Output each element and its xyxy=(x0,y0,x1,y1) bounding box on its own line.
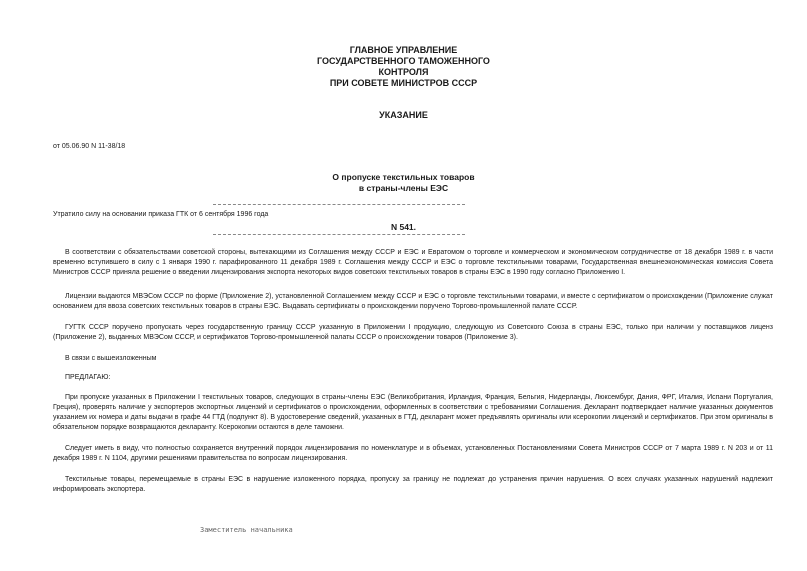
paragraph-6: При пропуске указанных в Приложении I текстильных товаров, следующих в страны-члены ЕЭС (Великобритания, Ирландия, Франция, Бельгия, Нидерланды, Люксембург, Дания, ФРГ, Италия, Испани Португалия, Греция), проверять наличие у экспортеров экспортных лицензий и сертификатов о происхождении, оформленных в соответствии с требованиями Соглашения. Декларант подтверждает наличие указанных документов указанием их номера и даты выдачи в графе 44 ГТД (подпункт 8). В удостоверение сведений, указанных в ГТД, декларант может предъявлять оригиналы или ксерокопии лицензий и сертификатов. При этом оригиналы в обязательном порядке возвращаются декларанту. Ксерокопии остаются в деле таможни. xyxy=(53,394,773,431)
paragraph-4: В связи с вышеизложенным xyxy=(65,355,157,362)
document-date: от 05.06.90 N 11-38/18 xyxy=(53,143,126,150)
document-subject xyxy=(0,172,807,194)
paragraph-8: Текстильные товары, перемещаемые в страны ЕЭС в нарушение изложенного порядка, пропуску за границу не подлежат до устранения причин нарушения. О всех случаях указанных нарушений надлежит информировать экспортера. xyxy=(53,476,773,493)
expired-note: Утратило силу на основании приказа ГТК от 6 сентября 1996 года xyxy=(53,211,269,218)
subject-line-1: О пропуске текстильных товаров xyxy=(332,172,475,182)
issuer-line-4: ПРИ СОВЕТЕ МИНИСТРОВ СССР xyxy=(329,78,478,88)
issuer-line-3: КОНТРОЛЯ xyxy=(378,67,429,77)
issuer-line-1: ГЛАВНОЕ УПРАВЛЕНИЕ xyxy=(349,45,458,55)
subject-line-2: в страны-члены ЕЭС xyxy=(358,183,449,193)
document-number: N 541. xyxy=(390,222,417,232)
divider-top xyxy=(213,204,465,205)
signature-line: Заместитель начальника xyxy=(200,526,293,534)
paragraph-7: Следует иметь в виду, что полностью сохраняется внутренний порядок лицензирования по номенклатуре и в объемах, установленных Постановлениями Совета Министров СССР от 7 марта 1989 г. N 203 и от 11 декабря 1989 г. N 1104, другими решениями правительства по вопросам лицензирования. xyxy=(53,445,773,462)
paragraph-2: Лицензии выдаются МВЭСом СССР по форме (Приложение 2), установленной Соглашением между СССР и ЕЭС о торговле текстильными товарами, и вместе с сертификатом о происхождении (Приложение служат основанием для ввоза советских текстильных товаров в страны ЕЭС. Выдавать сертификаты о происхождении поручено Торгово-промышленной палате СССР. xyxy=(53,293,773,310)
issuer-line-2: ГОСУДАРСТВЕННОГО ТАМОЖЕННОГО xyxy=(317,56,490,66)
document-type: УКАЗАНИЕ xyxy=(379,110,428,120)
paragraph-5: ПРЕДЛАГАЮ: xyxy=(65,374,111,381)
paragraph-3: ГУГТК СССР поручено пропускать через государственную границу СССР указанную в Приложении I продукцию, следующую из Советского Союза в страны ЕЭС, только при наличии у поставщиков лиценз (Приложение 2), выданных МВЭСом СССР, и сертификатов Торгово-промышленной палаты СССР о происхождении товаров (Приложение 3). xyxy=(53,324,773,341)
issuer-header xyxy=(0,45,807,89)
divider-bottom xyxy=(213,234,465,235)
paragraph-1: В соответствии с обязательствами советской стороны, вытекающими из Соглашения между СССР и ЕЭС и Евратомом о торговле и коммерческом и экономическом сотрудничестве от 18 декабря 1989 г. в части временно вступившего в силу с 1 января 1990 г. парафированного 11 декабря 1989 г. Соглашения между СССР и ЕЭС о торговле текстильными товарами, Государственная внешнеэкономическая комиссия Совета Министров СССР приняла решение о введении лицензирования экспорта некоторых видов советских текстильных товаров в страны ЕЭС в 1990 году согласно Приложению I. xyxy=(53,249,773,276)
